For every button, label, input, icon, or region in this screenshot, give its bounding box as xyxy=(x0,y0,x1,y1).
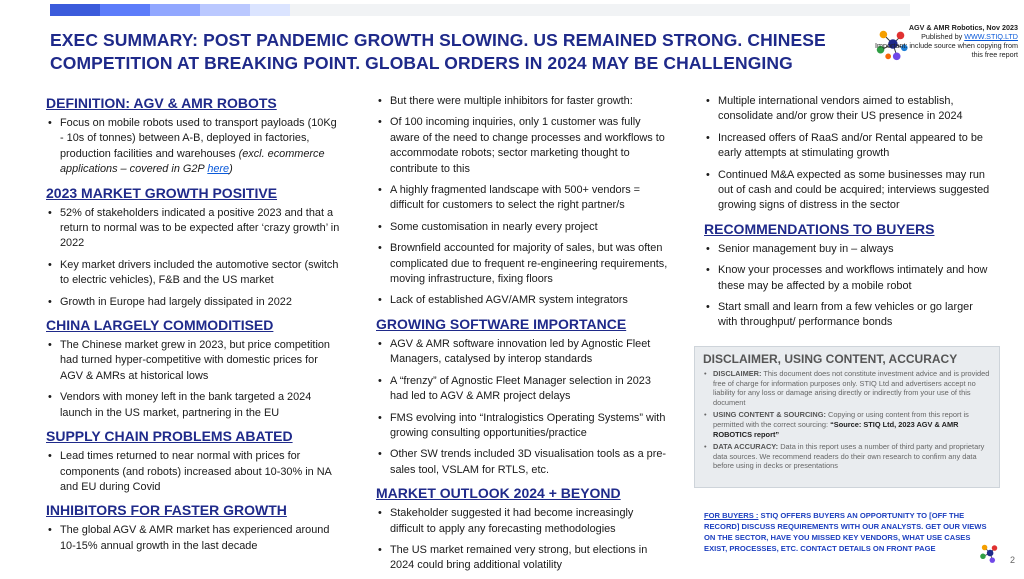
column-2 xyxy=(376,94,668,579)
source-note xyxy=(868,23,1018,59)
disclaimer-item: • DATA ACCURACY: Data in this report uses a number of third party and proprietary data sources. We recommend readers do their own research to confirm any data before using in decks or presentations xyxy=(703,442,991,471)
buyers-label: FOR BUYERS : xyxy=(704,511,759,520)
inhibitors-heading: INHIBITORS FOR FASTER GROWTH xyxy=(46,502,287,519)
list-item: • A highly fragmented landscape with 500+ vendors = difficult for customers to select the right partner/s xyxy=(376,183,668,214)
recommendations-list xyxy=(704,242,994,331)
list-item: • Lead times returned to near normal with prices for components (and robots) increased about 10-30% in NA and EU during Covid xyxy=(46,449,340,495)
top-color-bar xyxy=(50,4,910,16)
list-item: • A “frenzy” of Agnostic Fleet Manager selection in 2023 had led to AGV & AMR project delays xyxy=(376,374,668,405)
list-item: • Focus on mobile robots used to transport payloads (10Kg - 10s of tonnes) between A-B, deployed in factories, production facilities and warehouses (excl. ecommerce applications – covered in G2P here) xyxy=(46,116,340,178)
g2p-here-link[interactable]: here xyxy=(207,163,230,176)
supply-list xyxy=(46,449,340,495)
list-item: • Other SW trends included 3D visualisation tools as a pre-sales tool, VSLAM for RTLS, etc. xyxy=(376,447,668,478)
list-item: • Some customisation in nearly every project xyxy=(376,220,668,235)
list-item: • Multiple international vendors aimed to establish, consolidate and/or grow their US presence in 2024 xyxy=(704,94,994,125)
page-number: 2 xyxy=(1009,555,1015,565)
list-item: • Key market drivers included the automotive sector (switch to electric vehicles), F&B and the US market xyxy=(46,258,340,289)
buyers-callout: FOR BUYERS : STIQ OFFERS BUYERS AN OPPORTUNITY TO [OFF THE RECORD] DISCUSS REQUIREMENTS WITH OUR ANALYSTS. GET OUR VIEWS ON THE SECTOR, HAVE YOU MISSED KEY VENDORS, WHAT USE CASES EXIST, PROCESSES, ETC. CONTACT DETAILS ON FRONT PAGE xyxy=(704,511,987,553)
disclaimer-item: • USING CONTENT & SOURCING: Copying or using content from this report is permitted with the correct sourcing: “Source: STIQ Ltd, 2023 AGV & AMR ROBOTICS report” xyxy=(703,410,991,439)
software-list xyxy=(376,337,668,478)
list-item: • Increased offers of RaaS and/or Rental appeared to be early attempts at stimulating growth xyxy=(704,131,994,162)
growth-heading: 2023 MARKET GROWTH POSITIVE xyxy=(46,184,278,201)
disclaimer-list xyxy=(703,369,991,471)
list-item: • Lack of established AGV/AMR system integrators xyxy=(376,293,668,308)
title-line-1: EXEC SUMMARY: POST PANDEMIC GROWTH SLOWING. US REMAINED STRONG. CHINESE xyxy=(50,30,826,50)
inhibitors-cont-list xyxy=(376,94,668,309)
list-item: • FMS evolving into “Intralogistics Operating Systems” with growing consulting opportunities/practice xyxy=(376,411,668,442)
list-item: • Growth in Europe had largely dissipated in 2022 xyxy=(46,295,340,310)
inhibitors-list xyxy=(46,523,340,554)
note-title: AGV & AMR Robotics, Nov 2023 xyxy=(908,23,1018,32)
list-item: • Brownfield accounted for majority of sales, but was often complicated due to frequent re-engineering requirements, moving infrastructure, fixing floors xyxy=(376,241,668,287)
definition-list xyxy=(46,116,340,178)
list-item: • Start small and learn from a few vehicles or go larger with throughput/ performance bonds xyxy=(704,300,994,331)
note-published: Published by WWW.STIQ.LTD xyxy=(921,32,1018,41)
china-list xyxy=(46,338,340,421)
note-important: Important: include source when copying from this free report xyxy=(874,41,1018,59)
recommendations-heading: RECOMMENDATIONS TO BUYERS xyxy=(704,220,935,237)
list-item: • AGV & AMR software innovation led by Agnostic Fleet Managers, catalysed by interop standards xyxy=(376,337,668,368)
outlook-list xyxy=(376,506,668,574)
list-item: • Of 100 incoming inquiries, only 1 customer was fully aware of the need to change processes and workflows to accommodate robots; sector marketing thought to contribute to this xyxy=(376,115,668,177)
title-line-2: COMPETITION AT BREAKING POINT. GLOBAL ORDERS IN 2024 MAY BE CHALLENGING xyxy=(50,53,793,73)
page-title xyxy=(50,29,860,75)
china-heading: CHINA LARGELY COMMODITISED xyxy=(46,317,274,334)
disclaimer-item: • DISCLAIMER: This document does not constitute investment advice and is provided free of charge for information purposes only. STIQ Ltd and advertisers accept no liability for any loss or damage arising directly or indirectly from your use of this document xyxy=(703,369,991,407)
outlook-heading: MARKET OUTLOOK 2024 + BEYOND xyxy=(376,485,621,502)
list-item: • 52% of stakeholders indicated a positive 2023 and that a return to normal was to be expected after ‘crazy growth’ in 2022 xyxy=(46,206,340,252)
list-item: • But there were multiple inhibitors for faster growth: xyxy=(376,94,668,109)
stiq-logo-small-icon xyxy=(978,542,1000,564)
outlook-cont-list xyxy=(704,94,994,214)
disclaimer-box xyxy=(694,346,1000,488)
supply-heading: SUPPLY CHAIN PROBLEMS ABATED xyxy=(46,428,293,445)
list-item: • The Chinese market grew in 2023, but price competition had turned hyper-competitive with domestic prices for AGV & AMRs at historical lows xyxy=(46,338,340,384)
list-item: • Know your processes and workflows intimately and how these may be affected by a mobile robot xyxy=(704,263,994,294)
column-3 xyxy=(704,94,994,337)
definition-heading: DEFINITION: AGV & AMR ROBOTS xyxy=(46,95,277,111)
growth-list xyxy=(46,206,340,310)
list-item: • The global AGV & AMR market has experienced around 10-15% annual growth in the last decade xyxy=(46,523,340,554)
column-1 xyxy=(46,94,340,560)
list-item: • The US market remained very strong, but elections in 2024 could bring additional volatility xyxy=(376,543,668,574)
stiq-website-link[interactable]: WWW.STIQ.LTD xyxy=(964,32,1018,41)
disclaimer-heading: DISCLAIMER, USING CONTENT, ACCURACY xyxy=(703,352,958,366)
list-item: • Continued M&A expected as some businesses may run out of cash and could be acquired; interviews suggested growing signs of distress in the sector xyxy=(704,168,994,214)
list-item: • Vendors with money left in the bank targeted a 2024 launch in the US market, partnering in the EU xyxy=(46,390,340,421)
list-item: • Stakeholder suggested it had become increasingly difficult to apply any forecasting methodologies xyxy=(376,506,668,537)
list-item: • Senior management buy in – always xyxy=(704,242,994,257)
software-heading: GROWING SOFTWARE IMPORTANCE xyxy=(376,315,627,332)
